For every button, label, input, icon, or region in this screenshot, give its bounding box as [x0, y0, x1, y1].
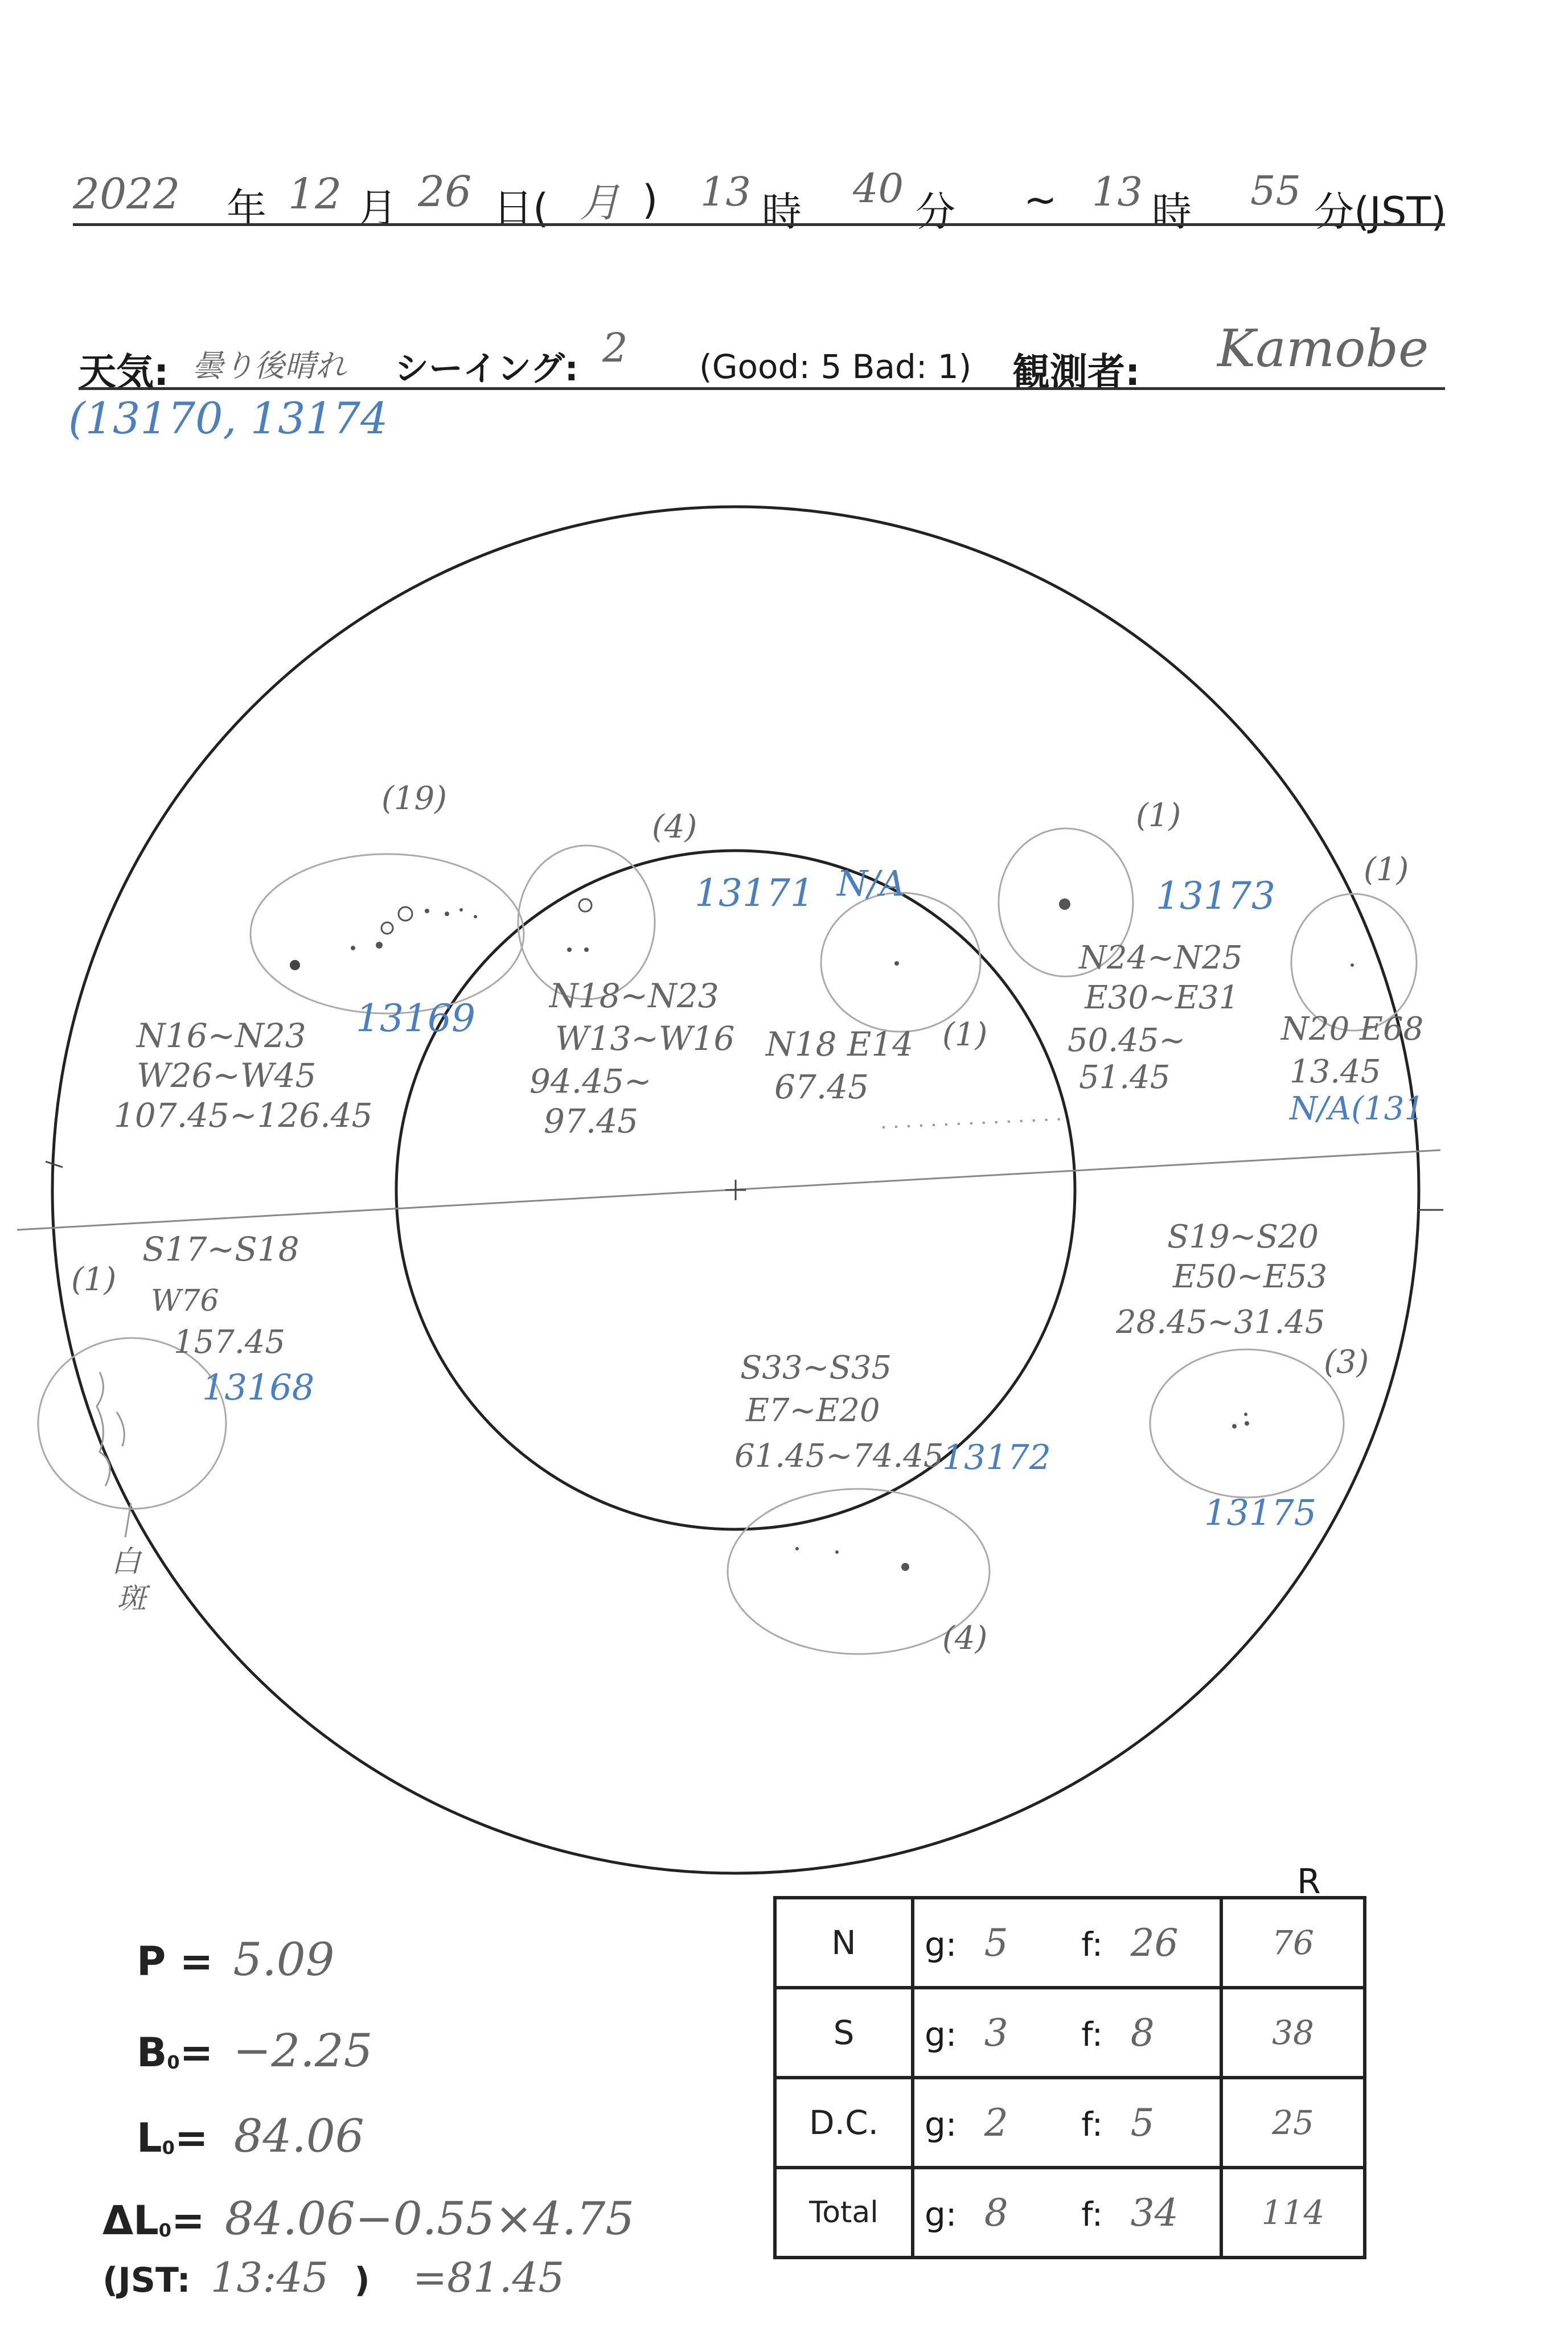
gf-cell-dc — [913, 2078, 1221, 2168]
b0-eq: = — [179, 2029, 214, 2076]
gf-cell-total — [913, 2168, 1221, 2258]
hour-label-2: 時 — [1152, 188, 1192, 235]
coord-13175-lat: S19~S20 — [1167, 1218, 1319, 1255]
sunspot-count-table — [773, 1896, 1366, 2259]
weekday-value: 月 — [580, 179, 619, 226]
f-value-s: 8 — [1130, 2010, 1155, 2055]
coord-13173-carr2: 51.45 — [1079, 1059, 1171, 1096]
coord-13168-carr: 157.45 — [174, 1324, 285, 1361]
coord-na-n18e14: N18 E14 — [766, 1025, 914, 1064]
g-label: g: — [925, 1924, 957, 1964]
r-value-n: 76 — [1221, 1898, 1365, 1988]
g-value-s: 3 — [984, 2010, 1008, 2055]
dl0-result: =81.45 — [412, 2254, 565, 2301]
day-value: 26 — [418, 167, 472, 216]
coord-13175-carr: 28.45~31.45 — [1116, 1304, 1325, 1341]
jst-label: (JST: — [102, 2260, 191, 2300]
label-13171: 13171 — [695, 871, 814, 915]
year-label: 年 — [227, 185, 266, 232]
param-jst — [102, 2254, 564, 2301]
weather-value: 曇り後晴れ — [192, 348, 346, 384]
f-label: f: — [1081, 2014, 1103, 2054]
coord-13175-lon: E50~E53 — [1173, 1258, 1328, 1295]
seeing-label: シーイング: — [395, 349, 578, 389]
g-label: g: — [925, 2104, 957, 2144]
dl0-eq: = — [171, 2197, 205, 2244]
count-13173: (1) — [1136, 797, 1181, 834]
coord-13173-lat: N24~N25 — [1079, 939, 1243, 976]
coord-13171-lat: N18~N23 — [549, 976, 719, 1015]
faculae-note-1: 白 — [111, 1545, 141, 1579]
table-row-n — [775, 1898, 1365, 1988]
gf-cell-s — [913, 1988, 1221, 2078]
coord-13169-lat: N16~N23 — [137, 1016, 306, 1055]
limb-ticks — [46, 1162, 1443, 1210]
label-13172: 13172 — [942, 1438, 1051, 1478]
month-value: 12 — [288, 170, 342, 219]
hour-label: 時 — [762, 188, 802, 235]
param-b0 — [137, 2024, 373, 2077]
coord-n20e68: N20 E68 — [1281, 1011, 1424, 1048]
weather-label: 天気: — [79, 350, 169, 394]
end-min-value: 55 — [1250, 167, 1302, 214]
coord-13173-lon: E30~E31 — [1085, 979, 1239, 1016]
g-value-total: 8 — [984, 2190, 1008, 2235]
p-value: 5.09 — [233, 1933, 335, 1986]
coord-13173-carr1: 50.45~ — [1068, 1022, 1186, 1059]
table-row-dc — [775, 2078, 1365, 2168]
g-value-dc: 2 — [984, 2100, 1008, 2145]
l0-value: 84.06 — [233, 2110, 364, 2162]
param-dl0 — [102, 2192, 634, 2245]
r-header: R — [1297, 1862, 1321, 1902]
coord-13171-lon: W13~W16 — [555, 1019, 735, 1058]
count-13169: (19) — [381, 780, 447, 817]
label-13173: 13173 — [1156, 874, 1275, 918]
tilde: ~ — [1024, 177, 1057, 223]
label-13175: 13175 — [1204, 1492, 1317, 1533]
label-13168: 13168 — [202, 1366, 315, 1408]
count-na-n18e14: (1) — [942, 1016, 988, 1053]
row-label-dc: D.C. — [775, 2078, 913, 2168]
row-label-n: N — [775, 1898, 913, 1988]
dotted-trail — [882, 1119, 1070, 1127]
coord-13169-lon: W26~W45 — [137, 1056, 317, 1095]
param-p — [137, 1933, 335, 1986]
coord-13171-carr2: 97.45 — [544, 1102, 639, 1140]
l0-eq: = — [174, 2115, 208, 2161]
f-label: f: — [1081, 1924, 1103, 1964]
year-value: 2022 — [73, 170, 180, 219]
spot-na-n20e68 — [1291, 894, 1417, 1031]
g-value-n: 5 — [984, 1920, 1008, 1965]
weekday-close: ) — [642, 177, 658, 223]
count-13168: (1) — [71, 1261, 117, 1298]
f-label: f: — [1081, 2194, 1103, 2234]
g-label: g: — [925, 2014, 957, 2054]
r-value-s: 38 — [1221, 1988, 1365, 2078]
l0-label: L — [137, 2115, 162, 2161]
start-hour-value: 13 — [700, 169, 752, 215]
seeing-value: 2 — [602, 325, 628, 371]
coord-13168-lon: W76 — [151, 1284, 219, 1318]
b0-value: −2.25 — [233, 2024, 373, 2077]
center-cross — [725, 1180, 746, 1200]
label-na-2: N/A(131 — [1290, 1090, 1425, 1127]
l0-sub: 0 — [162, 2137, 175, 2159]
jst-close: ) — [354, 2260, 370, 2300]
coord-na-carr: 67.45 — [774, 1068, 869, 1106]
count-13175: (3) — [1324, 1344, 1369, 1381]
count-13172: (4) — [942, 1620, 988, 1657]
end-hour-value: 13 — [1092, 169, 1143, 215]
param-l0 — [137, 2110, 364, 2162]
count-n20e68: (1) — [1364, 851, 1409, 888]
table-row-total — [775, 2168, 1365, 2258]
month-label: 月 — [358, 185, 397, 232]
f-value-n: 26 — [1130, 1920, 1179, 1965]
coord-13169-carr: 107.45~126.45 — [114, 1096, 373, 1135]
gf-cell-n — [913, 1898, 1221, 1988]
coord-13171-carr1: 94.45~ — [529, 1062, 652, 1101]
jst-value: 13:45 — [210, 2254, 329, 2301]
r-value-dc: 25 — [1221, 2078, 1365, 2168]
day-label: 日( — [493, 185, 549, 232]
dl0-label: ΔL — [102, 2197, 159, 2244]
table-row-s — [775, 1988, 1365, 2078]
regions-note: (13170, 13174 — [68, 393, 388, 444]
coord-13168-lat: S17~S18 — [142, 1230, 299, 1269]
dl0-value: 84.06−0.55×4.75 — [224, 2192, 635, 2245]
f-value-total: 34 — [1130, 2190, 1179, 2235]
f-value-dc: 5 — [1130, 2100, 1155, 2145]
sunspot-group-13175 — [1150, 1349, 1344, 1497]
p-label: P = — [137, 1938, 214, 1985]
seeing-scale: (Good: 5 Bad: 1) — [699, 347, 972, 386]
coord-13172-carr: 61.45~74.45 — [734, 1438, 944, 1475]
coord-13172-lat: S33~S35 — [740, 1349, 892, 1386]
r-value-total: 114 — [1221, 2168, 1365, 2258]
row-label-total: Total — [775, 2168, 913, 2258]
label-13169: 13169 — [356, 996, 475, 1040]
count-13171: (4) — [652, 809, 697, 846]
faculae-note-2: 斑 — [117, 1582, 147, 1616]
min-label: 分 — [916, 188, 955, 235]
observer-value: Kamobe — [1217, 319, 1429, 379]
coord-n20e68-carr: 13.45 — [1290, 1053, 1381, 1090]
start-min-value: 40 — [853, 165, 904, 212]
row-label-s: S — [775, 1988, 913, 2078]
b0-label: B — [137, 2029, 167, 2076]
sunspot-group-13169 — [251, 854, 524, 1013]
label-na-1: N/A — [837, 863, 905, 904]
tz-label: 分(JST) — [1314, 188, 1447, 235]
observer-label: 観測者: — [1012, 350, 1140, 394]
spot-na-n18e14 — [821, 893, 980, 1032]
f-label: f: — [1081, 2104, 1103, 2144]
g-label: g: — [925, 2194, 957, 2234]
b0-sub: 0 — [167, 2051, 180, 2074]
dl0-sub: 0 — [158, 2219, 172, 2242]
coord-13172-lon: E7~E20 — [746, 1392, 880, 1429]
